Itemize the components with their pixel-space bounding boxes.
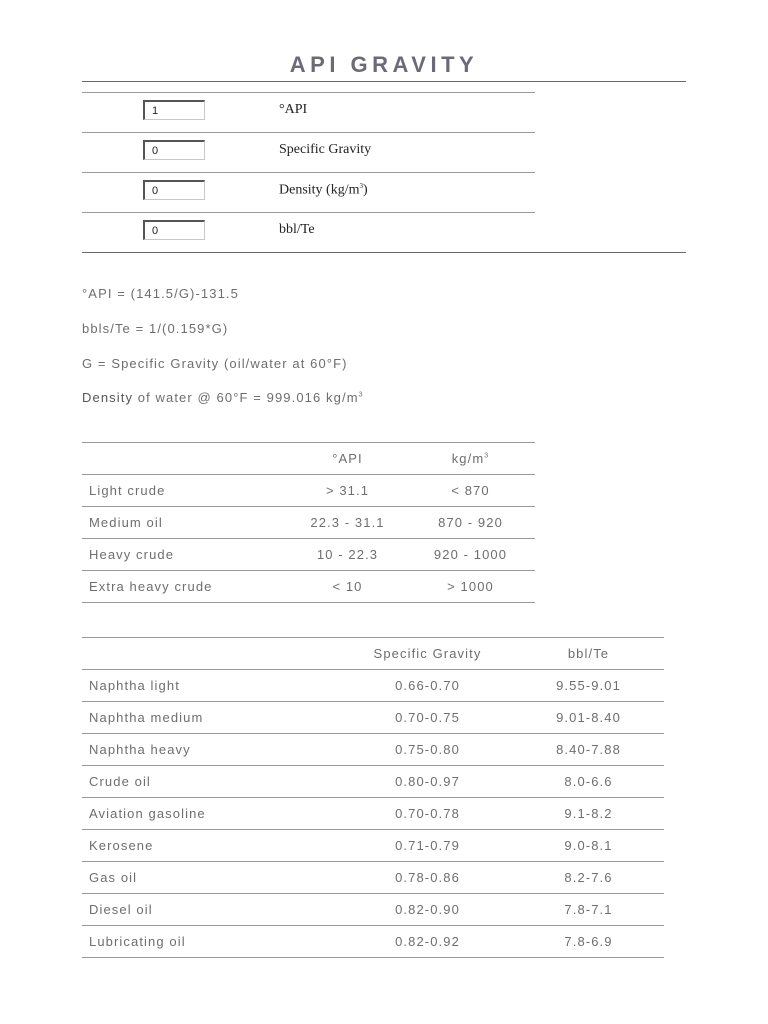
product-bbl: 8.40-7.88 [513,734,664,766]
product-sg: 0.71-0.79 [342,830,513,862]
formula-g-definition: G = Specific Gravity (oil/water at 60°F) [82,356,348,371]
api-label: °API [279,102,308,117]
product-bbl: 7.8-7.1 [513,894,664,926]
product-properties-table [82,637,664,958]
product-bbl: 7.8-6.9 [513,926,664,958]
specific-gravity-input[interactable] [143,140,205,160]
table-row [82,766,664,798]
crude-density: > 1000 [406,571,535,603]
product-bbl: 9.55-9.01 [513,670,664,702]
table-header-bbl-te: bbl/Te [513,638,664,670]
table-row [82,862,664,894]
table-header-empty [82,443,289,475]
product-bbl: 9.01-8.40 [513,702,664,734]
converter-row-density [82,172,535,213]
table-row [82,670,664,702]
density-input[interactable] [143,180,205,200]
product-name: Naphtha light [82,670,342,702]
product-sg: 0.80-0.97 [342,766,513,798]
product-name: Naphtha medium [82,702,342,734]
product-name: Aviation gasoline [82,798,342,830]
product-sg: 0.82-0.90 [342,894,513,926]
product-bbl: 9.1-8.2 [513,798,664,830]
crude-name: Light crude [82,475,289,507]
product-sg: 0.66-0.70 [342,670,513,702]
title-divider [82,81,686,82]
crude-api: 10 - 22.3 [289,539,406,571]
converter-row-specific-gravity [82,132,535,173]
crude-name: Heavy crude [82,539,289,571]
table-header-empty [82,638,342,670]
table-header-api: °API [289,443,406,475]
bbl-te-input[interactable] [143,220,205,240]
crude-density: 920 - 1000 [406,539,535,571]
formula-api: °API = (141.5/G)-131.5 [82,286,239,301]
crude-density: < 870 [406,475,535,507]
crude-classification-table [82,442,535,603]
specific-gravity-label: Specific Gravity [279,142,372,157]
product-name: Kerosene [82,830,342,862]
table-row [82,475,535,507]
crude-density: 870 - 920 [406,507,535,539]
table-row [82,571,535,603]
product-bbl: 9.0-8.1 [513,830,664,862]
product-name: Naphtha heavy [82,734,342,766]
product-sg: 0.78-0.86 [342,862,513,894]
density-label: Density $(kg/m^3)$ [279,182,368,198]
product-sg: 0.82-0.92 [342,926,513,958]
formula-bbls: bbls/Te = 1/(0.159*G) [82,321,229,336]
table-row [82,830,664,862]
table-header-specific-gravity: Specific Gravity [342,638,513,670]
product-sg: 0.70-0.78 [342,798,513,830]
table-row [82,507,535,539]
bbl-te-label: bbl/Te [279,222,315,237]
table-row [82,894,664,926]
table-header-row [82,638,664,670]
crude-name: Medium oil [82,507,289,539]
table-header-density: $kg/m^3$ [406,443,535,475]
crude-name: Extra heavy crude [82,571,289,603]
page-title: API GRAVITY [289,52,479,77]
product-bbl: 8.0-6.6 [513,766,664,798]
table-row [82,798,664,830]
product-name: Crude oil [82,766,342,798]
converter-divider [82,252,686,253]
product-name: Diesel oil [82,894,342,926]
product-sg: 0.70-0.75 [342,702,513,734]
crude-api: 22.3 - 31.1 [289,507,406,539]
product-sg: 0.75-0.80 [342,734,513,766]
table-row [82,734,664,766]
table-row [82,702,664,734]
table-header-row [82,443,535,475]
table-row [82,539,535,571]
converter-row-bbl-te [82,212,535,253]
formula-water-density: Density of water @ 60°F = 999.016 $kg/m^3$ [82,390,364,405]
converter-row-api [82,92,535,133]
product-name: Gas oil [82,862,342,894]
crude-api: > 31.1 [289,475,406,507]
product-bbl: 8.2-7.6 [513,862,664,894]
crude-api: < 10 [289,571,406,603]
api-input[interactable] [143,100,205,120]
table-row [82,926,664,958]
product-name: Lubricating oil [82,926,342,958]
